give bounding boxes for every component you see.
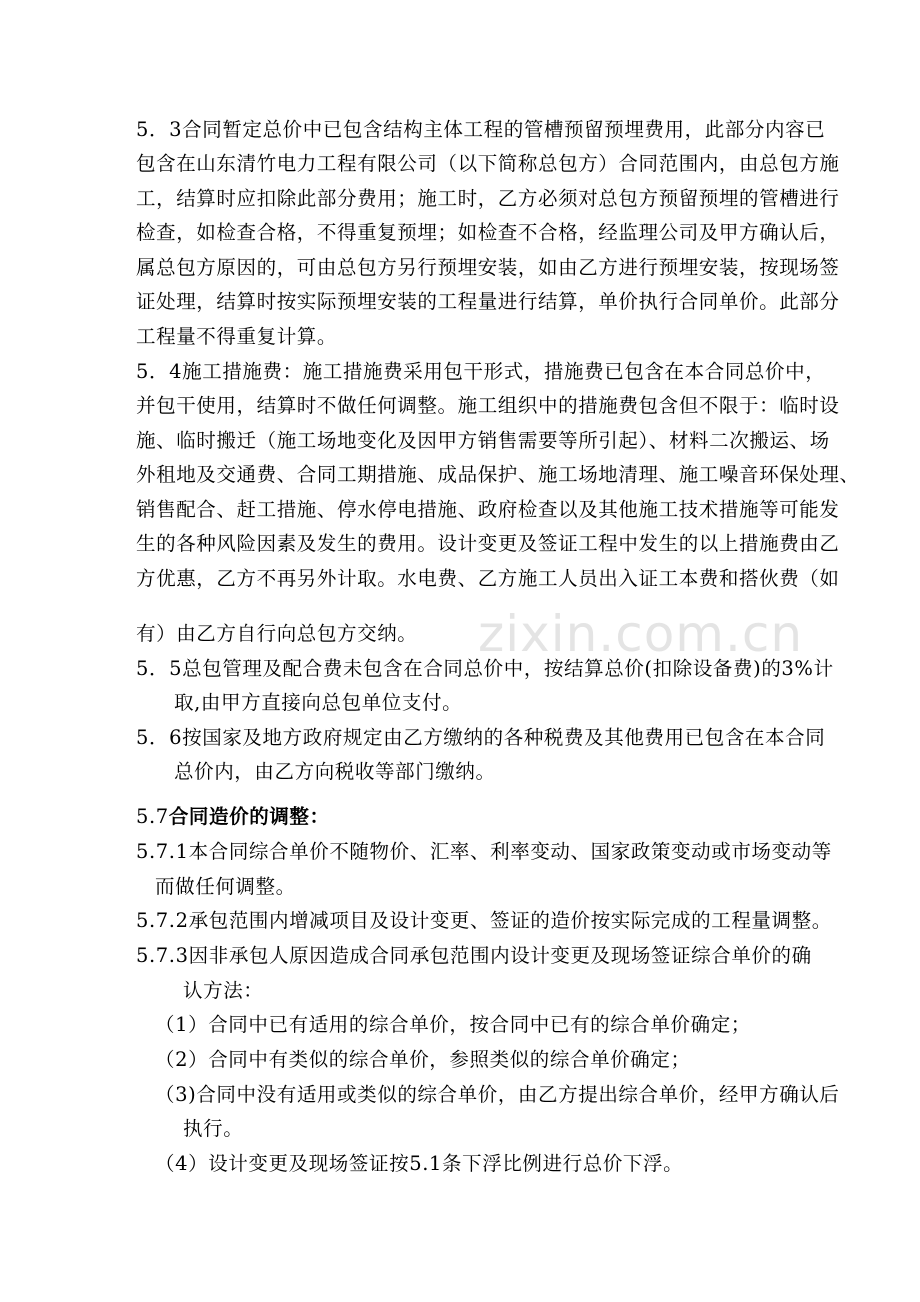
clause-5-4-line-6: 生的各种风险因素及发生的费用。设计变更及签证工程中发生的以上措施费由乙 (136, 532, 840, 555)
clause-5-4-line-5: 销售配合、赶工措施、停水停电措施、政府检查以及其他施工技术措施等可能发 (136, 498, 840, 521)
clause-5-7-3-line-2: 认方法： (183, 979, 264, 1002)
clause-5-3-line-6: 证处理，结算时按实际预埋安装的工程量进行结算，单价执行合同单价。此部分 (136, 290, 840, 313)
watermark-text: zixin.com.cn (478, 605, 804, 663)
clause-5-5-line-1: 5．5总包管理及配合费未包含在合同总价中，按结算总价(扣除设备费)的3%计 (136, 657, 834, 680)
clause-5-5-line-2: 取,由甲方直接向总包单位支付。 (174, 691, 463, 714)
clause-5-3-line-2: 包含在山东清竹电力工程有限公司（以下简称总包方）合同范围内，由总包方施 (136, 152, 840, 175)
clause-5-4-line-4: 外租地及交通费、合同工期措施、成品保护、施工场地清理、施工噪音环保处理、 (136, 463, 860, 486)
method-item-4: （4）设计变更及现场签证按5.1条下浮比例进行总价下浮。 (155, 1152, 684, 1175)
clause-5-7-3-line-1: 5.7.3因非承包人原因造成合同承包范围内设计变更及现场签证综合单价的确 (136, 944, 812, 967)
clause-5-3-line-7: 工程量不得重复计算。 (136, 325, 338, 348)
clause-5-4-line-7: 方优惠，乙方不再另外计取。水电费、乙方施工人员出入证工本费和搭伙费（如 (136, 567, 840, 590)
clause-5-7-2: 5.7.2承包范围内增减项目及设计变更、签证的造价按实际完成的工程量调整。 (136, 909, 832, 932)
section-5-7-heading (136, 805, 330, 829)
section-number: 5.7 (136, 805, 169, 828)
clause-5-4-line-3: 施、临时搬迁（施工场地变化及因甲方销售需要等所引起）、材料二次搬运、场 (136, 429, 830, 452)
method-item-1: （1）合同中已有适用的综合单价，按合同中已有的综合单价确定； (155, 1013, 751, 1036)
method-item-2: （2）合同中有类似的综合单价，参照类似的综合单价确定； (155, 1048, 691, 1071)
clause-5-7-1-line-2: 而做任何调整。 (155, 875, 296, 898)
method-item-3-line-1: （3)合同中没有适用或类似的综合单价，由乙方提出综合单价，经甲方确认后 (155, 1083, 840, 1106)
clause-5-6-line-2: 总价内，由乙方向税收等部门缴纳。 (174, 760, 496, 783)
clause-5-3-line-5: 属总包方原因的，可由总包方另行预埋安装，如由乙方进行预埋安装，按现场签 (136, 256, 840, 279)
clause-5-3-line-3: 工，结算时应扣除此部分费用；施工时，乙方必须对总包方预留预埋的管槽进行 (136, 187, 840, 210)
clause-5-7-1-line-1: 5.7.1本合同综合单价不随物价、汇率、利率变动、国家政策变动或市场变动等 (136, 840, 832, 863)
clause-5-4-line-2: 并包干使用，结算时不做任何调整。施工组织中的措施费包含但不限于：临时设 (136, 394, 840, 417)
clause-5-4-line-8: 有）由乙方自行向总包方交纳。 (136, 622, 418, 645)
section-title: 合同造价的调整： (168, 805, 330, 828)
method-item-3-line-2: 执行。 (183, 1117, 244, 1140)
clause-5-6-line-1: 5．6按国家及地方政府规定由乙方缴纳的各种税费及其他费用已包含在本合同 (136, 726, 826, 749)
clause-5-3-line-4: 检查，如检查合格，不得重复预埋；如检查不合格，经监理公司及甲方确认后， (136, 221, 840, 244)
clause-5-4-line-1: 5．4施工措施费：施工措施费采用包干形式，措施费已包含在本合同总价中， (136, 360, 826, 383)
clause-5-3-line-1: 5．3合同暂定总价中已包含结构主体工程的管槽预留预埋费用，此部分内容已 (136, 118, 826, 141)
